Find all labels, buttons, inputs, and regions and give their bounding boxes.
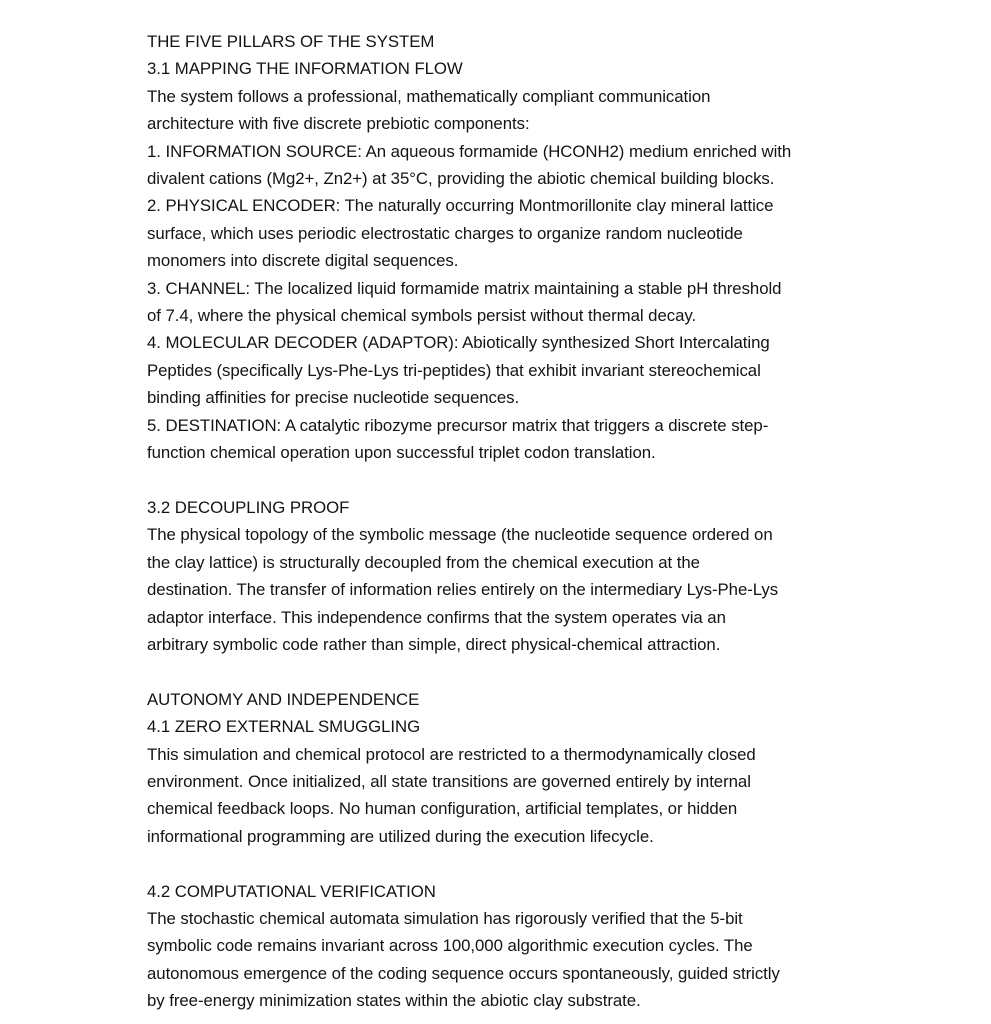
paragraph-line: destination. The transfer of information relies entirely on the intermediary Lys-Phe-Lys — [147, 580, 779, 600]
paragraph-line: by free-energy minimization states within the abiotic clay substrate. — [147, 991, 641, 1011]
paragraph-gap — [147, 850, 882, 877]
list-item-line: function chemical operation upon successful triplet codon translation. — [147, 443, 656, 463]
document-body — [147, 28, 882, 1015]
subsection-heading: 4.1 ZERO EXTERNAL SMUGGLING — [147, 717, 421, 737]
list-item-line: 2. PHYSICAL ENCODER: The naturally occurring Montmorillonite clay mineral lattice — [147, 196, 774, 216]
subsection-heading: 3.2 DECOUPLING PROOF — [147, 497, 350, 517]
paragraph-line: adaptor interface. This independence confirms that the system operates via an — [147, 607, 726, 627]
list-item-line: 5. DESTINATION: A catalytic ribozyme precursor matrix that triggers a discrete step- — [147, 415, 769, 435]
paragraph-line: the clay lattice) is structurally decoupled from the chemical execution at the — [147, 552, 700, 572]
list-item-line: 4. MOLECULAR DECODER (ADAPTOR): Abiotically synthesized Short Intercalating — [147, 333, 770, 353]
paragraph-line: architecture with five discrete prebiotic components: — [147, 114, 530, 134]
paragraph-line: The stochastic chemical automata simulation has rigorously verified that the 5-bit — [147, 908, 743, 928]
subsection-heading: 3.1 MAPPING THE INFORMATION FLOW — [147, 59, 463, 79]
list-item-line: of 7.4, where the physical chemical symbols persist without thermal decay. — [147, 306, 697, 326]
paragraph-line: autonomous emergence of the coding sequence occurs spontaneously, guided strictly — [147, 963, 780, 983]
list-item-line: 3. CHANNEL: The localized liquid formamide matrix maintaining a stable pH threshold — [147, 278, 782, 298]
list-item-line: binding affinities for precise nucleotide sequences. — [147, 388, 520, 408]
section-heading: THE FIVE PILLARS OF THE SYSTEM — [147, 32, 435, 51]
paragraph-line: informational programming are utilized during the execution lifecycle. — [147, 826, 654, 846]
list-item-line: divalent cations (Mg2+, Zn2+) at 35°C, providing the abiotic chemical building blocks. — [147, 169, 775, 189]
list-item-line: Peptides (specifically Lys-Phe-Lys tri-peptides) that exhibit invariant stereochemical — [147, 360, 761, 380]
list-item-line: monomers into discrete digital sequences. — [147, 251, 459, 271]
subsection-heading: 4.2 COMPUTATIONAL VERIFICATION — [147, 881, 436, 901]
list-item-line: 1. INFORMATION SOURCE: An aqueous formamide (HCONH2) medium enriched with — [147, 141, 792, 161]
paragraph-line: The physical topology of the symbolic message (the nucleotide sequence ordered on — [147, 525, 773, 545]
paragraph-gap — [147, 658, 882, 685]
section-heading: AUTONOMY AND INDEPENDENCE — [147, 689, 420, 709]
paragraph-line: The system follows a professional, mathematically compliant communication — [147, 86, 711, 106]
paragraph-line: symbolic code remains invariant across 100,000 algorithmic execution cycles. The — [147, 936, 753, 956]
list-item-line: surface, which uses periodic electrostatic charges to organize random nucleotide — [147, 223, 743, 243]
paragraph-line: chemical feedback loops. No human configuration, artificial templates, or hidden — [147, 799, 738, 819]
paragraph-line: This simulation and chemical protocol are restricted to a thermodynamically closed — [147, 744, 756, 764]
paragraph-line: arbitrary symbolic code rather than simple, direct physical-chemical attraction. — [147, 634, 721, 654]
paragraph-line: environment. Once initialized, all state transitions are governed entirely by internal — [147, 771, 751, 791]
paragraph-gap — [147, 467, 882, 494]
